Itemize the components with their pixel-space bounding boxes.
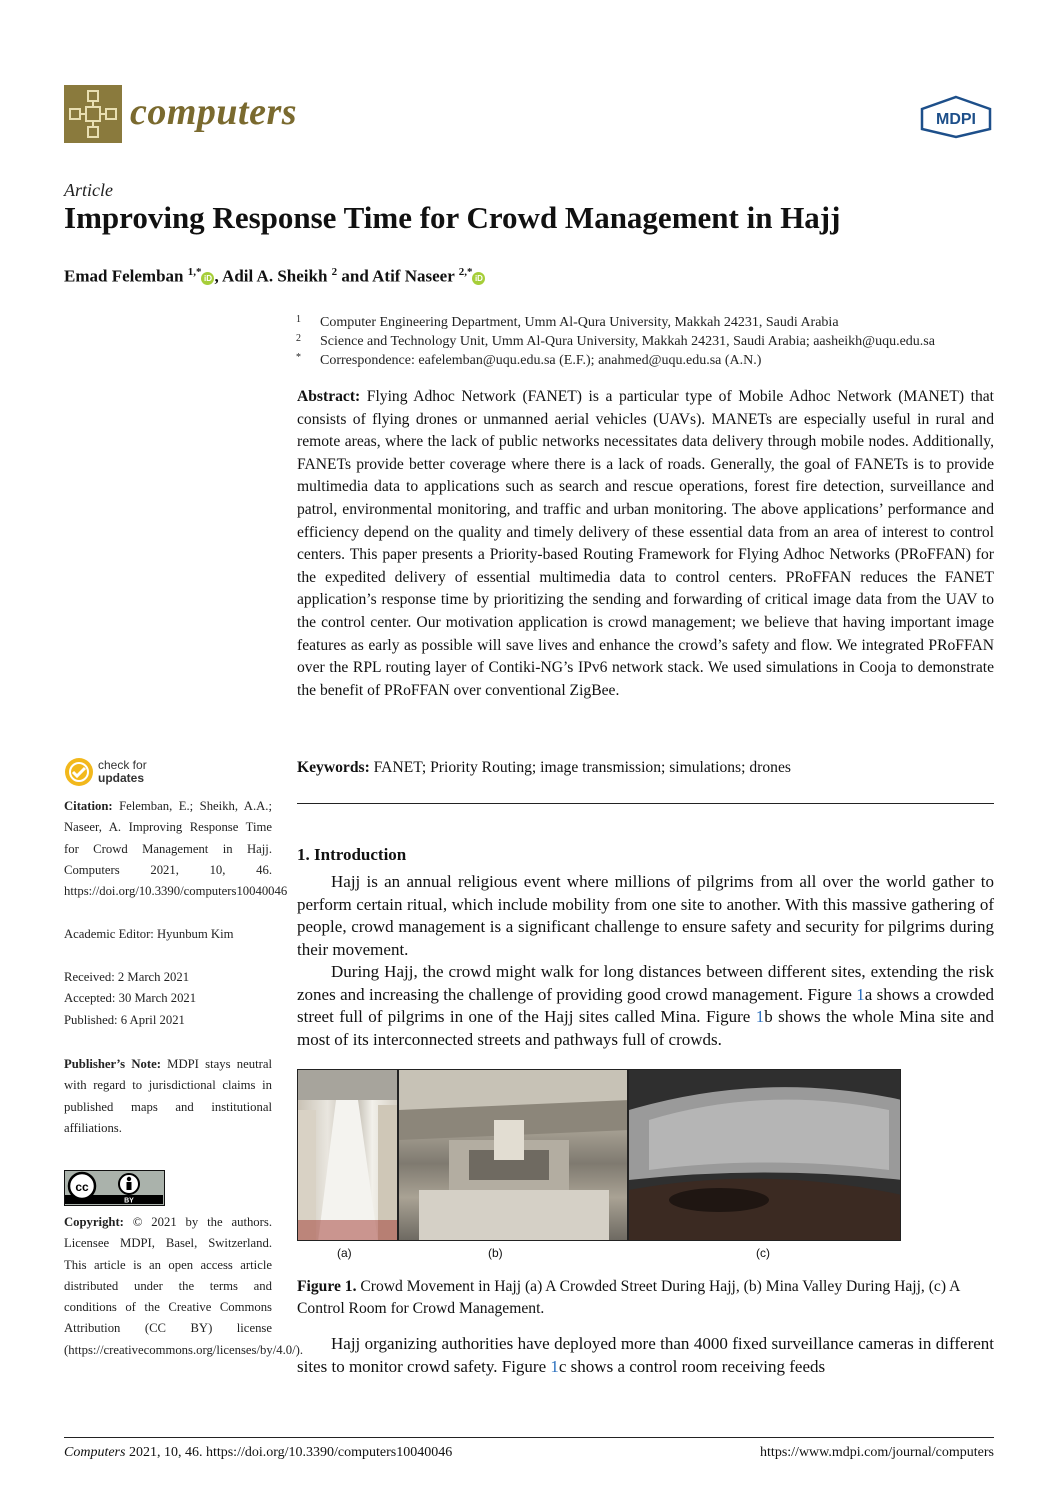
affiliation-mark: 2	[296, 333, 301, 344]
citation-block	[64, 796, 288, 902]
paragraph-text: Hajj organizing authorities have deployed more than 4000 fixed surveillance cameras in different sites to monitor crowd safety. Figure	[297, 1334, 994, 1376]
author-name[interactable]: Atif Naseer	[372, 266, 455, 286]
orcid-icon[interactable]: iD	[472, 272, 485, 285]
paragraph-text: During Hajj, the crowd might walk for long distances between different sites, extending the risk zones and increasing the challenge of providing good crowd management. Figure	[297, 962, 994, 1004]
author-affil-mark: 1,*	[187, 266, 202, 278]
footer-divider	[64, 1437, 994, 1438]
affiliation-mark: 1	[296, 314, 301, 325]
author-affil-mark: 2,*	[458, 266, 473, 278]
figure-caption-text: Crowd Movement in Hajj (a) A Crowded Street During Hajj, (b) Mina Valley During Hajj, (c) A Control Room for Crowd Management.	[297, 1278, 960, 1317]
footer-journal: Computers	[64, 1445, 126, 1460]
mdpi-logo	[918, 95, 994, 139]
copyright-notice	[64, 1212, 304, 1361]
cc-badge-text: BY	[124, 1197, 134, 1204]
keywords-label: Keywords:	[297, 759, 370, 776]
figure-reference-link[interactable]: 1	[755, 1007, 765, 1026]
keywords	[297, 757, 994, 779]
publisher-note-text: MDPI stays neutral with regard to jurisdictional claims in published maps and institutional affiliations.	[64, 1057, 273, 1135]
paragraph	[297, 961, 994, 1051]
journal-logo-icon	[64, 85, 122, 143]
article-type: Article	[64, 180, 113, 200]
publisher-note-label: Publisher’s Note:	[64, 1057, 161, 1071]
author-separator: ,	[214, 266, 223, 286]
section-heading: 1. Introduction	[297, 845, 407, 864]
abstract	[297, 386, 994, 702]
section-divider	[297, 803, 994, 804]
check-updates-text	[98, 759, 147, 785]
footer-citation	[64, 1445, 452, 1461]
check-updates-line: check for	[98, 758, 147, 772]
affiliation-text: Computer Engineering Department, Umm Al-Qura University, Makkah 24231, Saudi Arabia	[320, 315, 839, 330]
paragraph	[297, 1333, 994, 1378]
check-updates-icon	[64, 757, 94, 787]
figure-1	[297, 1069, 901, 1241]
paragraph-text: b shows the whole Mina site and most of its interconnected streets and pathways full of crowds.	[297, 1007, 995, 1049]
affiliations	[296, 313, 996, 370]
published-date: Published: 6 April 2021	[64, 1012, 185, 1027]
mdpi-logo-text: MDPI	[936, 111, 976, 128]
figure-caption	[297, 1276, 994, 1320]
figure-panel-label: (c)	[756, 1246, 770, 1260]
cc-by-license-badge[interactable]	[64, 1170, 165, 1206]
body-continued	[297, 1333, 994, 1378]
publisher-note	[64, 1054, 272, 1139]
figure-1b-photo	[398, 1069, 628, 1241]
affiliation-mark: *	[296, 352, 301, 363]
figure-caption-label: Figure 1.	[297, 1278, 357, 1295]
figure-panel-label: (a)	[337, 1246, 352, 1260]
received-date: Received: 2 March 2021	[64, 970, 190, 984]
figure-1c-photo	[628, 1069, 901, 1241]
orcid-icon[interactable]: iD	[201, 272, 214, 285]
paragraph-text: a shows a crowded street full of pilgrims in one of the Hajj sites called Mina. Figure	[297, 984, 994, 1026]
keywords-text: FANET; Priority Routing; image transmission; simulations; drones	[369, 759, 791, 776]
check-for-updates-badge[interactable]	[64, 757, 184, 789]
citation-label: Citation:	[64, 799, 113, 813]
paragraph: Hajj is an annual religious event where millions of pilgrims from all over the world gather to perform certain ritual, which include mobility from one site to another. With this massive gathering of people, crowd management is a significant challenge to ensure safety and security for pilgrims during their movement.	[297, 872, 994, 959]
figure-panel-label: (b)	[488, 1246, 503, 1260]
citation-text: Felemban, E.; Sheikh, A.A.; Naseer, A. Improving Response Time for Crowd Management in Hajj. Computers 2021, 10, 46. https://doi.org/10.3390/computers10040046	[64, 799, 288, 899]
journal-name: computers	[130, 91, 298, 133]
correspondence-text: Correspondence: eafelemban@uqu.edu.sa (E.F.); anahmed@uqu.edu.sa (A.N.)	[320, 353, 762, 368]
figure-1a-photo	[297, 1069, 398, 1241]
affiliation-item	[296, 351, 996, 370]
copyright-text: © 2021 by the authors. Licensee MDPI, Basel, Switzerland. This article is an open access article distributed under the terms and conditions of the Creative Commons Attribution (CC BY) license (https://creativecommons.org/licenses/by/4.0/).	[64, 1215, 304, 1357]
abstract-label: Abstract:	[297, 388, 361, 405]
intro-body	[297, 871, 994, 1051]
affiliation-item	[296, 332, 996, 351]
figure-reference-link[interactable]: 1	[856, 984, 865, 1004]
author-separator: and	[337, 266, 373, 286]
publication-dates	[64, 967, 272, 1031]
academic-editor: Academic Editor: Hyunbum Kim	[64, 927, 234, 941]
copyright-label: Copyright:	[64, 1215, 124, 1229]
journal-logo	[64, 85, 122, 143]
author-name[interactable]: Adil A. Sheikh	[222, 266, 328, 286]
svg-text:cc: cc	[75, 1180, 89, 1194]
affiliation-text: Science and Technology Unit, Umm Al-Qura University, Makkah 24231, Saudi Arabia; aasheikh@uqu.edu.sa	[320, 334, 935, 349]
paragraph-text: c shows a control room receiving feeds	[558, 1356, 826, 1376]
abstract-text: Flying Adhoc Network (FANET) is a particular type of Mobile Adhoc Network (MANET) that consists of flying drones or unmanned aerial vehicles (UAVs). MANETs are especially useful in rural and remote areas, where the lack of public networks necessitates data delivery through mobile nodes. Additionally, FANETs provide better coverage where there is a lack of roads. Generally, the goal of FANETs is to provide multimedia data to applications such as search and rescue operations, forest fire detection, surveillance and patrol, environmental monitoring, and traffic and urban monitoring. The above applications’ performance and efficiency depend on the quality and timely delivery of these essential data from an area of interest to control centers. This paper presents a Priority-based Routing Framework for Flying Adhoc Networks (PRoFFAN) for the expedited delivery of essential multimedia data to control centers. PRoFFAN reduces the FANET application’s response time by prioritizing the sending and forwarding of critical image data from the UAV to the control center. Our motivation application is crowd management; we believe that having important image features as early as possible will save lives and enhance the crowd’s safety and flow. We integrated PRoFFAN over the RPL routing layer of Contiki-NG’s IPv6 network stack. We used simulations in Cooja to demonstrate the benefit of PRoFFAN over conventional ZigBee.	[297, 388, 994, 699]
article-title: Improving Response Time for Crowd Management in Hajj	[64, 200, 841, 235]
author-name[interactable]: Emad Felemban	[64, 266, 184, 286]
author-list	[64, 266, 485, 287]
footer-doi[interactable]: 2021, 10, 46. https://doi.org/10.3390/computers10040046	[125, 1445, 453, 1460]
check-updates-line: updates	[98, 771, 145, 785]
accepted-date: Accepted: 30 March 2021	[64, 991, 197, 1006]
footer-journal-url[interactable]: https://www.mdpi.com/journal/computers	[760, 1445, 994, 1460]
author-affil-mark: 2	[331, 266, 338, 278]
figure-reference-link[interactable]: 1	[550, 1356, 559, 1376]
affiliation-item	[296, 313, 996, 332]
